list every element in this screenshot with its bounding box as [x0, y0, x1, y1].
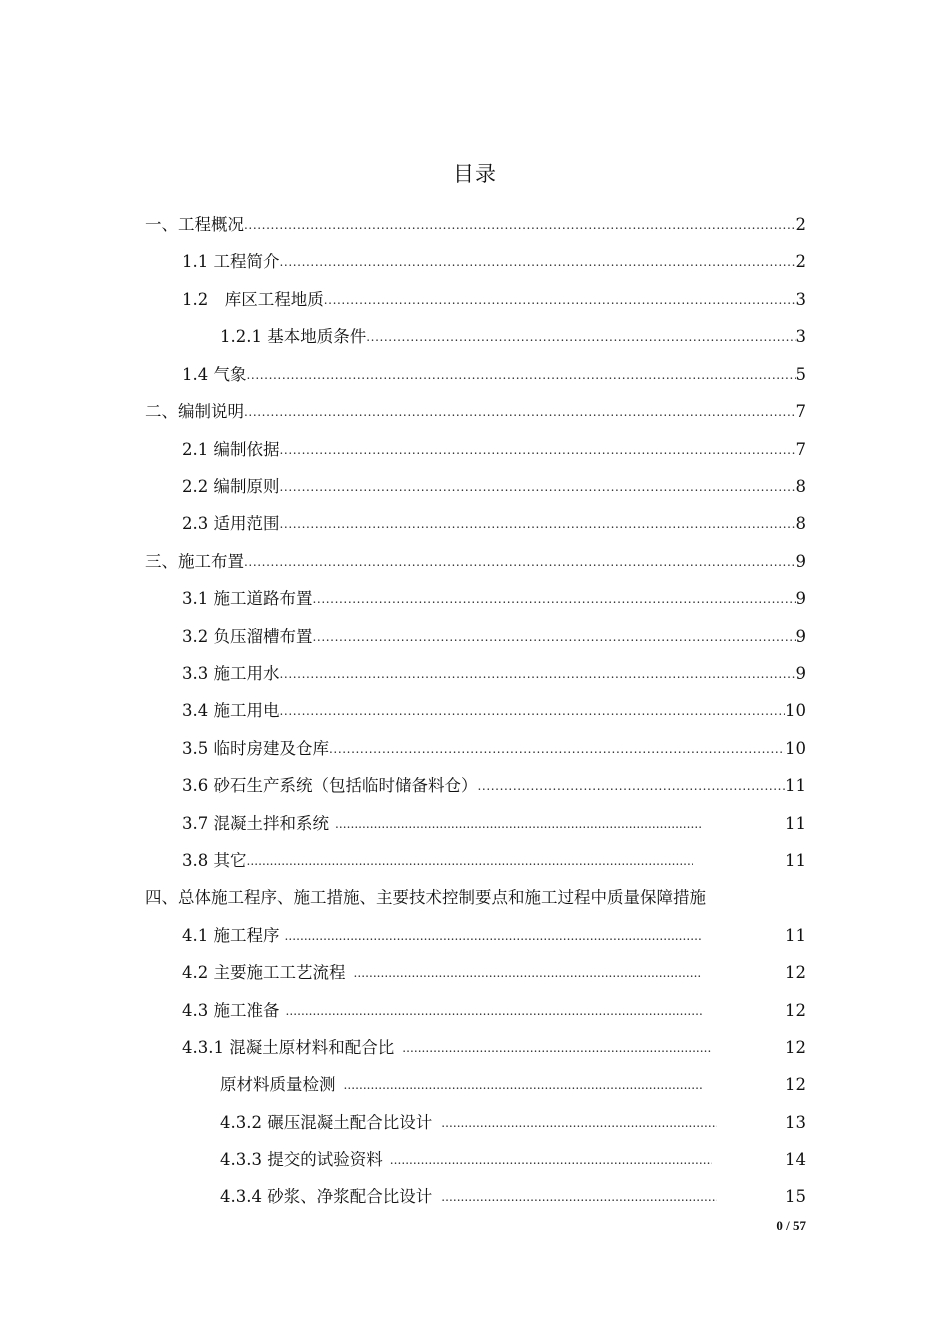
- toc-entry-label: 4.2 主要施工工艺流程: [182, 963, 346, 982]
- toc-entry[interactable]: [220, 1178, 806, 1208]
- toc-entry[interactable]: [182, 692, 806, 722]
- toc-entry[interactable]: [182, 468, 806, 498]
- toc-leader-dots: [390, 1152, 712, 1168]
- toc-entry[interactable]: [145, 543, 806, 573]
- toc-title: 目录: [453, 162, 497, 186]
- toc-entry[interactable]: [182, 281, 806, 311]
- toc-entry-label: 一、工程概况: [145, 215, 244, 234]
- toc-entry-page: 8: [795, 477, 806, 496]
- toc-entry-label: 4.3 施工准备: [182, 1001, 280, 1020]
- toc-entry[interactable]: [182, 992, 806, 1022]
- toc-entry[interactable]: [182, 917, 806, 947]
- toc-leader-dots: [335, 816, 703, 832]
- toc-entry[interactable]: [182, 655, 806, 685]
- toc-leader-dots: [247, 853, 693, 869]
- toc-entry[interactable]: [182, 767, 806, 797]
- toc-entry-page: 5: [795, 365, 806, 384]
- toc-entry[interactable]: [182, 356, 806, 386]
- toc-entry[interactable]: [145, 879, 806, 909]
- toc-entry-page: 9: [795, 589, 806, 608]
- toc-entry-page: 3: [795, 327, 806, 346]
- toc-entry-page: 9: [795, 627, 806, 646]
- toc-leader-dots: [286, 1003, 704, 1019]
- toc-leader-dots: [441, 1115, 717, 1131]
- toc-leader-dots: [280, 703, 786, 719]
- page-indicator: 0 / 57: [776, 1218, 806, 1233]
- toc-entry-page: 12: [785, 1038, 806, 1057]
- toc-entry-page: 15: [785, 1187, 806, 1206]
- toc-entry[interactable]: [182, 954, 806, 984]
- toc-leader-dots: [244, 217, 796, 233]
- toc-leader-dots: [244, 554, 796, 570]
- toc-entry[interactable]: [220, 1066, 806, 1096]
- toc-entry-label: 3.7 混凝土拌和系统: [182, 814, 329, 833]
- toc-entry-label: 4.1 施工程序: [182, 926, 280, 945]
- toc-entry[interactable]: [182, 580, 806, 610]
- toc-entry-label: 3.2 负压溜槽布置: [182, 627, 313, 646]
- toc-entry-label: 3.6 砂石生产系统（包括临时储备料仓）: [182, 776, 478, 795]
- toc-entry-page: 10: [785, 701, 806, 720]
- toc-entry-page: 11: [785, 776, 806, 795]
- toc-entry[interactable]: [220, 318, 806, 348]
- toc-leader-dots: [329, 741, 785, 757]
- toc-entry[interactable]: [145, 206, 806, 236]
- toc-entry-label: 1.1 工程简介: [182, 252, 280, 271]
- toc-leader-dots: [402, 1040, 712, 1056]
- toc-leader-dots: [244, 404, 796, 420]
- toc-entry-page: 12: [785, 1075, 806, 1094]
- toc-entry-page: 11: [785, 926, 806, 945]
- toc-entry-label: 二、编制说明: [145, 402, 244, 421]
- toc-entry-page: 14: [785, 1150, 806, 1169]
- toc-entry-page: 7: [795, 402, 806, 421]
- toc-entry-label: 3.8 其它: [182, 851, 247, 870]
- toc-entry-label: 三、施工布置: [145, 552, 244, 571]
- toc-entry-label: 1.2 库区工程地质: [182, 290, 324, 309]
- toc-leader-dots: [366, 329, 795, 345]
- toc-entry[interactable]: [182, 618, 806, 648]
- toc-leader-dots: [478, 778, 786, 794]
- toc-entry[interactable]: [182, 730, 806, 760]
- toc-entry-label: 1.2.1 基本地质条件: [220, 327, 367, 346]
- toc-entry[interactable]: [220, 1141, 806, 1171]
- toc-leader-dots: [280, 666, 796, 682]
- toc-entry[interactable]: [220, 1104, 806, 1134]
- toc-entry-label: 3.5 临时房建及仓库: [182, 739, 329, 758]
- toc-entry-label: 3.3 施工用水: [182, 664, 280, 683]
- toc-entry-label: 2.2 编制原则: [182, 477, 280, 496]
- toc-entry[interactable]: [182, 505, 806, 535]
- toc-entry-page: 12: [785, 963, 806, 982]
- toc-leader-dots: [354, 965, 702, 981]
- toc-entry-label: 2.1 编制依据: [182, 440, 280, 459]
- toc-entry-page: 3: [795, 290, 806, 309]
- toc-entry[interactable]: [182, 805, 806, 835]
- toc-leader-dots: [441, 1189, 717, 1205]
- toc-entry-page: 11: [785, 851, 806, 870]
- toc-entry-page: 13: [785, 1113, 806, 1132]
- toc-leader-dots: [344, 1077, 704, 1093]
- toc-entry-page: 8: [795, 514, 806, 533]
- toc-leader-dots: [247, 367, 796, 383]
- toc-entry-page: 9: [795, 664, 806, 683]
- toc-entry-page: 10: [785, 739, 806, 758]
- toc-entry-label: 3.1 施工道路布置: [182, 589, 313, 608]
- toc-leader-dots: [280, 516, 796, 532]
- toc-entry-page: 2: [795, 252, 806, 271]
- toc-entry-label: 4.3.3 提交的试验资料: [220, 1150, 383, 1169]
- toc-entry-label: 4.3.2 碾压混凝土配合比设计: [220, 1113, 433, 1132]
- toc-leader-dots: [313, 591, 796, 607]
- toc-entry-label: 1.4 气象: [182, 365, 247, 384]
- toc-entry-label: 四、总体施工程序、施工措施、主要技术控制要点和施工过程中质量保障措施: [145, 888, 706, 907]
- toc-entry-label: 原材料质量检测: [220, 1075, 336, 1094]
- toc-leader-dots: [280, 254, 796, 270]
- toc-entry[interactable]: [182, 842, 806, 872]
- toc-entry-page: 11: [785, 814, 806, 833]
- toc-entry-label: 4.3.1 混凝土原材料和配合比: [182, 1038, 395, 1057]
- toc-entry-page: 2: [795, 215, 806, 234]
- toc-entry[interactable]: [182, 1029, 806, 1059]
- toc-entry-page: 9: [795, 552, 806, 571]
- toc-entry[interactable]: [145, 393, 806, 423]
- toc-entry-label: 3.4 施工用电: [182, 701, 280, 720]
- toc-entry-label: 2.3 适用范围: [182, 514, 280, 533]
- toc-leader-dots: [313, 629, 796, 645]
- toc-leader-dots: [280, 479, 796, 495]
- toc-leader-dots: [285, 928, 703, 944]
- toc-entry-label: 4.3.4 砂浆、净浆配合比设计: [220, 1187, 433, 1206]
- toc-leader-dots: [324, 292, 796, 308]
- toc-entry[interactable]: [182, 431, 806, 461]
- toc-entry[interactable]: [182, 243, 806, 273]
- toc-entry-page: 12: [785, 1001, 806, 1020]
- toc-leader-dots: [280, 442, 796, 458]
- toc-entry-page: 7: [795, 440, 806, 459]
